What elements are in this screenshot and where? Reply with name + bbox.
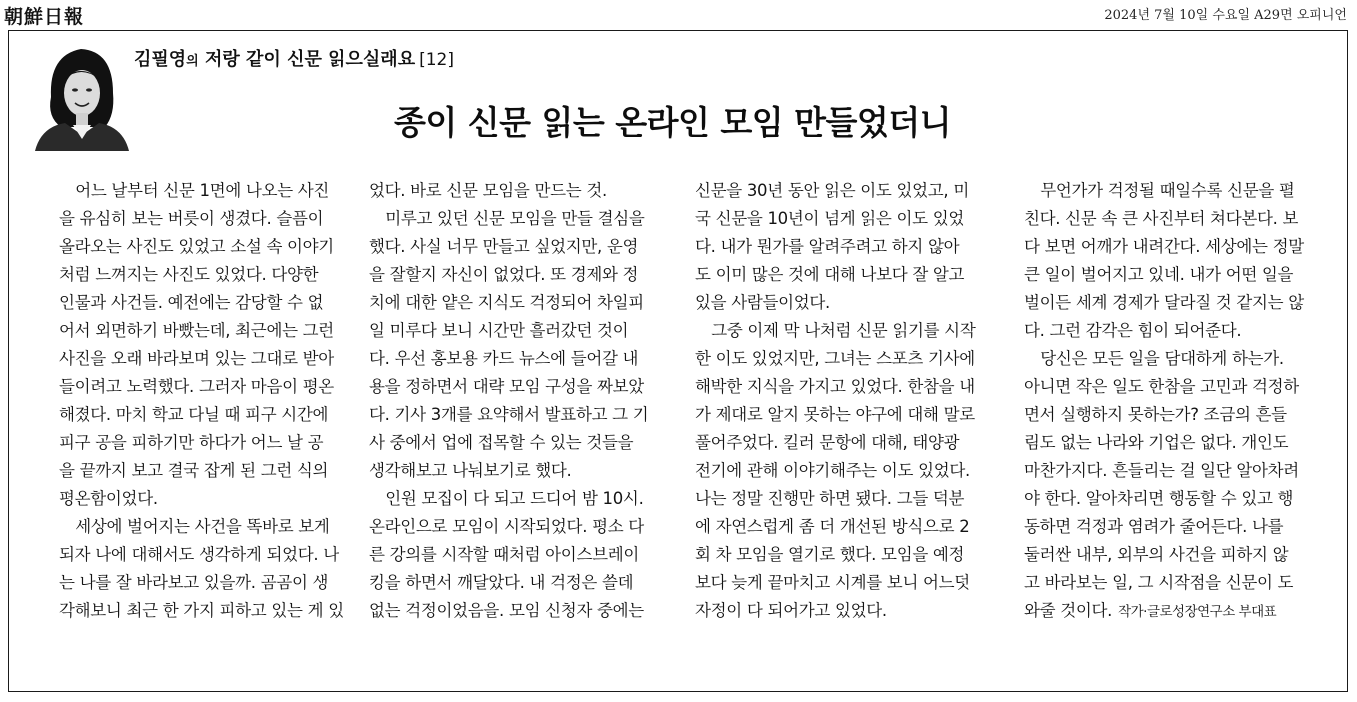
text-line: 치에 대한 얕은 지식도 걱정되어 차일피 — [369, 293, 644, 312]
text-line: 큰 일이 벌어지고 있네. 내가 어떤 일을 — [1024, 265, 1294, 284]
text-line: 한 이도 있었지만, 그녀는 스포츠 기사에 — [695, 349, 975, 368]
text-line: 없는 걱정이었음을. 모임 신청자 중에는 — [369, 601, 644, 620]
text-line: 친다. 신문 속 큰 사진부터 쳐다본다. 보 — [1024, 209, 1299, 228]
text-line: 도 이미 많은 것에 대해 나보다 잘 알고 — [695, 265, 965, 284]
text-line: 해박한 지식을 가지고 있었다. 한참을 내 — [695, 377, 975, 396]
text-line: 사 중에서 업에 접목할 수 있는 것들을 — [369, 433, 634, 452]
last-line-with-byline — [1024, 597, 1339, 625]
column-series-title — [134, 45, 454, 71]
text-line: 고 바라보는 일, 그 시작점을 신문이 도 — [1024, 573, 1294, 592]
text-line: 무언가가 걱정될 때일수록 신문을 펼 — [1024, 181, 1295, 200]
text-line: 온라인으로 모임이 시작되었다. 평소 다 — [369, 517, 644, 536]
text-line: 야 한다. 알아차리면 행동할 수 있고 행 — [1024, 489, 1294, 508]
text-line: 다. 그런 감각은 힘이 되어준다. — [1024, 321, 1242, 340]
text-line: 나는 정말 진행만 하면 됐다. 그들 덕분 — [695, 489, 965, 508]
text-line: 되자 나에 대해서도 생각하게 되었다. 나 — [59, 545, 339, 564]
text-line: 보다 늦게 끝마치고 시계를 보니 어느덧 — [695, 573, 970, 592]
text-line: 마찬가지다. 흔들리는 걸 일단 알아차려 — [1024, 461, 1299, 480]
text-line: 해졌다. 마치 학교 다닐 때 피구 시간에 — [59, 405, 329, 424]
text-line: 당신은 모든 일을 담대하게 하는가. — [1024, 349, 1284, 368]
text-line: 피구 공을 피하기만 하다가 어느 날 공 — [59, 433, 324, 452]
series-name: 저랑 같이 신문 읽으실래요 — [205, 49, 416, 70]
text-line: 다. 기사 3개를 요약해서 발표하고 그 기 — [369, 405, 649, 424]
text-line: 에 자연스럽게 좀 더 개선된 방식으로 2 — [695, 517, 970, 536]
text-line: 사진을 오래 바라보며 있는 그대로 받아 — [59, 349, 334, 368]
text-line: 각해보니 최근 한 가지 피하고 있는 게 있 — [59, 601, 344, 620]
author-photo — [31, 35, 133, 151]
text-line: 른 강의를 시작할 때처럼 아이스브레이 — [369, 545, 640, 564]
text-line: 면서 실행하지 못하는가? 조금의 흔들 — [1024, 405, 1287, 424]
text-line: 을 끝까지 보고 결국 잡게 된 그런 식의 — [59, 461, 329, 480]
page-dateline: 2024년 7월 10일 수요일 A29면 오피니언 — [1104, 8, 1347, 23]
text-line: 다. 내가 뭔가를 알려주려고 하지 않아 — [695, 237, 960, 256]
text-line: 자정이 다 되어가고 있었다. — [695, 601, 887, 620]
article-column-4 — [1024, 177, 1339, 625]
newspaper-logo: 朝鮮日報 — [4, 6, 85, 28]
text-line: 전기에 관해 이야기해주는 이도 있었다. — [695, 461, 970, 480]
text-line: 어서 외면하기 바빴는데, 최근에는 그런 — [59, 321, 334, 340]
article-column-3 — [695, 177, 1005, 625]
author-byline: 작가·글로성장연구소 부대표 — [1118, 604, 1277, 620]
text-line: 했다. 사실 너무 만들고 싶었지만, 운영 — [369, 237, 639, 256]
article-column-1 — [59, 177, 344, 625]
text-line: 와줄 것이다. — [1024, 601, 1113, 620]
text-line: 아니면 작은 일도 한참을 고민과 걱정하 — [1024, 377, 1299, 396]
article-frame — [8, 30, 1348, 692]
text-line: 회 차 모임을 열기로 했다. 모임을 예정 — [695, 545, 965, 564]
text-line: 국 신문을 10년이 넘게 읽은 이도 있었 — [695, 209, 965, 228]
text-line: 인물과 사건들. 예전에는 감당할 수 없 — [59, 293, 324, 312]
author-name: 김필영 — [134, 49, 187, 70]
series-number: [12] — [419, 50, 454, 70]
text-line: 일 미루다 보니 시간만 흘러갔던 것이 — [369, 321, 629, 340]
text-line: 을 잘할지 자신이 없었다. 또 경제와 정 — [369, 265, 639, 284]
text-line: 평온함이었다. — [59, 489, 158, 508]
text-line: 었다. 바로 신문 모임을 만드는 것. — [369, 181, 607, 200]
text-line: 다. 우선 홍보용 카드 뉴스에 들어갈 내 — [369, 349, 639, 368]
text-line: 신문을 30년 동안 읽은 이도 있었고, 미 — [695, 181, 969, 200]
text-line: 세상에 벌어지는 사건을 똑바로 보게 — [59, 517, 330, 536]
article-column-2 — [369, 177, 674, 625]
text-line: 동하면 걱정과 염려가 줄어든다. 나를 — [1024, 517, 1284, 536]
text-line: 다 보면 어깨가 내려간다. 세상에는 정말 — [1024, 237, 1304, 256]
text-line: 미루고 있던 신문 모임을 만들 결심을 — [369, 209, 645, 228]
text-line: 있을 사람들이었다. — [695, 293, 831, 312]
text-line: 어느 날부터 신문 1면에 나오는 사진 — [59, 181, 330, 200]
text-line: 인원 모집이 다 되고 드디어 밤 10시. — [369, 489, 644, 508]
text-line: 처럼 느껴지는 사진도 있었다. 다양한 — [59, 265, 319, 284]
text-line: 풀어주었다. 킬러 문항에 대해, 태양광 — [695, 433, 960, 452]
text-line: 킹을 하면서 깨달았다. 내 걱정은 쓸데 — [369, 573, 634, 592]
text-line: 들이려고 노력했다. 그러자 마음이 평온 — [59, 377, 334, 396]
text-line: 을 유심히 보는 버릇이 생겼다. 슬픔이 — [59, 209, 324, 228]
series-connector: 의 — [186, 54, 199, 69]
text-line: 둘러싼 내부, 외부의 사건을 피하지 않 — [1024, 545, 1289, 564]
text-line: 올라오는 사진도 있었고 소설 속 이야기 — [59, 237, 334, 256]
text-line: 생각해보고 나눠보기로 했다. — [369, 461, 572, 480]
text-line: 는 나를 잘 바라보고 있을까. 곰곰이 생 — [59, 573, 329, 592]
text-line: 림도 없는 나라와 기업은 없다. 개인도 — [1024, 433, 1289, 452]
text-line: 벌이든 세계 경제가 달라질 것 같지는 않 — [1024, 293, 1304, 312]
text-line: 용을 정하면서 대략 모임 구성을 짜보았 — [369, 377, 644, 396]
text-line: 가 제대로 알지 못하는 야구에 대해 말로 — [695, 405, 975, 424]
text-line: 그중 이제 막 나처럼 신문 읽기를 시작 — [695, 321, 976, 340]
article-headline: 종이 신문 읽는 온라인 모임 만들었더니 — [394, 103, 951, 142]
